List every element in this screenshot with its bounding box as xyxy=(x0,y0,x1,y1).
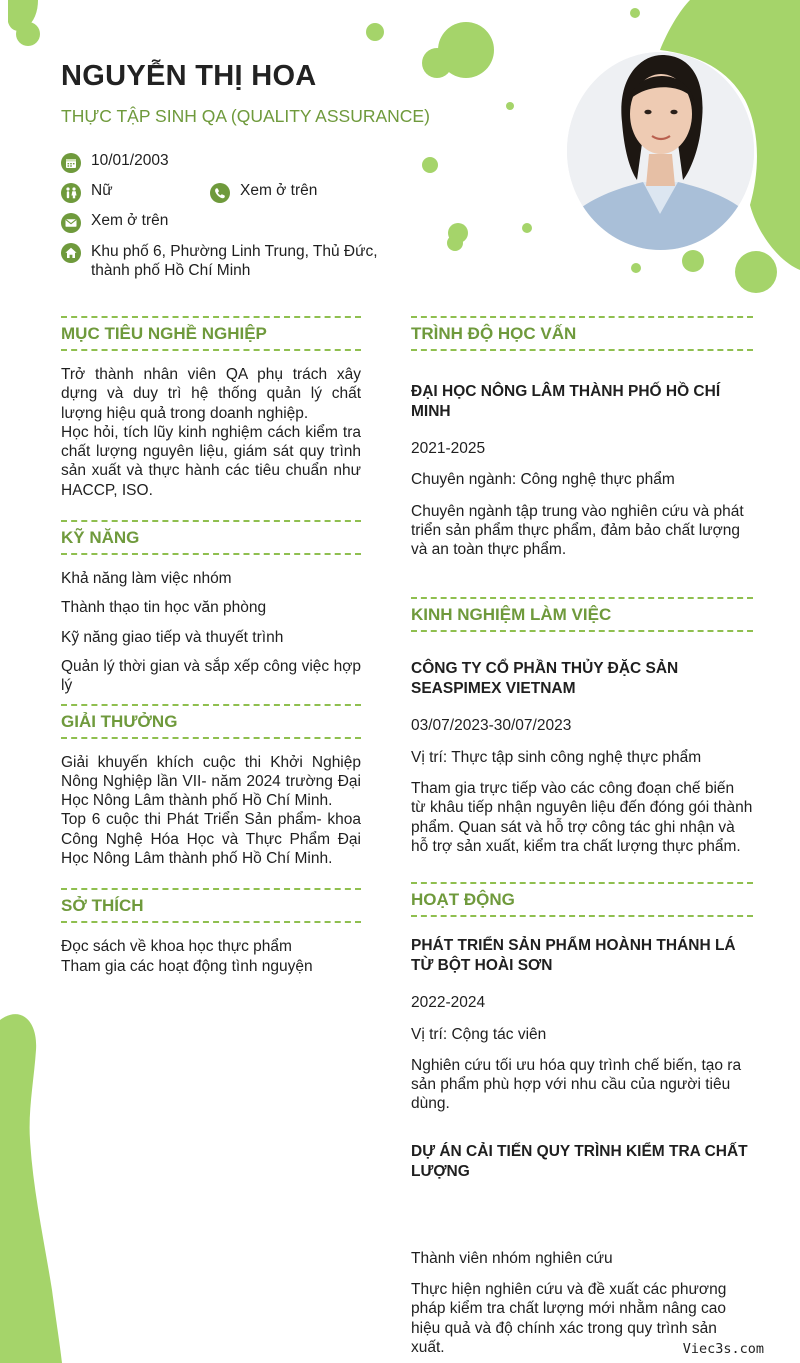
award-line: Giải khuyến khích cuộc thi Khởi Nghiệp Nông Nghiệp lần VII- năm 2024 trường Đại Học Nông Lâm thành phố Hồ Chí Minh. xyxy=(61,753,361,810)
hobbies-heading: SỞ THÍCH xyxy=(61,888,361,923)
skill-item: Quản lý thời gian và sắp xếp công việc hợp lý xyxy=(61,657,361,695)
address-value: Khu phố 6, Phường Linh Trung, Thủ Đức, thành phố Hồ Chí Minh xyxy=(91,243,378,279)
school-name: ĐẠI HỌC NÔNG LÂM THÀNH PHỐ HỒ CHÍ MINH xyxy=(411,383,721,420)
activity-name: DỰ ÁN CẢI TIẾN QUY TRÌNH KIỂM TRA CHẤT LƯỢNG xyxy=(411,1142,748,1180)
awards-section xyxy=(61,753,361,869)
info-address xyxy=(61,242,401,280)
activity-role: Vị trí: Cộng tác viên xyxy=(411,1025,547,1043)
left-column xyxy=(61,316,361,976)
info-gender xyxy=(61,182,210,203)
skills-section xyxy=(61,569,361,695)
footer-brand: Viec3s.com xyxy=(682,1341,764,1357)
hobby-line: Tham gia các hoạt động tình nguyện xyxy=(61,957,313,975)
hobby-line: Đọc sách về khoa học thực phẩm xyxy=(61,938,292,956)
hobbies-section xyxy=(61,937,361,976)
activity-description: Nghiên cứu tối ưu hóa quy trình chế biến, tạo ra sản phẩm phù hợp với nhu cầu của người tiêu dùng. xyxy=(411,1056,742,1113)
activity-item xyxy=(411,1142,753,1357)
experience-role: Vị trí: Thực tập sinh công nghệ thực phẩm xyxy=(411,748,702,766)
objective-section xyxy=(61,365,361,500)
skill-item: Kỹ năng giao tiếp và thuyết trình xyxy=(61,628,284,646)
right-column xyxy=(411,316,753,1357)
activities-heading: HOẠT ĐỘNG xyxy=(411,882,753,917)
education-description: Chuyên ngành tập trung vào nghiên cứu và phát triển sản phẩm thực phẩm, đảm bảo chất lượng và an toàn thực phẩm. xyxy=(411,502,744,559)
email-icon xyxy=(61,213,81,233)
education-major: Chuyên ngành: Công nghệ thực phẩm xyxy=(411,471,675,489)
candidate-name: NGUYỄN THỊ HOA xyxy=(61,60,317,92)
gender-value: Nữ xyxy=(91,182,113,199)
experience-period: 03/07/2023-30/07/2023 xyxy=(411,717,572,735)
education-period: 2021-2025 xyxy=(411,440,486,457)
phone-value: Xem ở trên xyxy=(240,182,318,199)
info-email xyxy=(61,212,401,242)
activity-period: 2022-2024 xyxy=(411,994,486,1012)
info-gender-phone xyxy=(61,182,401,212)
experience-heading: KINH NGHIỆM LÀM VIỆC xyxy=(411,597,753,632)
skill-item: Thành thạo tin học văn phòng xyxy=(61,599,267,617)
header xyxy=(61,58,561,128)
activity-description: Thực hiện nghiên cứu và đề xuất các phương pháp kiểm tra chất lượng mới nhằm nâng cao hiệu quả và độ chính xác trong quy trình sản xuất. xyxy=(411,1281,727,1356)
profile-photo xyxy=(567,52,754,250)
company-name: CÔNG TY CỔ PHẦN THỦY ĐẶC SẢN SEASPIMEX VIETNAM xyxy=(411,660,679,698)
objective-line: Trở thành nhân viên QA phụ trách xây dựng và duy trì hệ thống quản lý chất lượng hiệu quả trong doanh nghiệp. xyxy=(61,366,361,422)
objective-heading: MỤC TIÊU NGHỀ NGHIỆP xyxy=(61,316,361,351)
awards-heading: GIẢI THƯỞNG xyxy=(61,704,361,739)
skill-item: Khả năng làm việc nhóm xyxy=(61,570,232,588)
info-phone xyxy=(210,182,317,203)
activity-item xyxy=(411,936,753,1113)
experience-section xyxy=(411,659,753,856)
job-title: THỰC TẬP SINH QA (QUALITY ASSURANCE) xyxy=(61,106,430,126)
calendar-icon xyxy=(61,153,81,173)
info-birthday xyxy=(61,152,401,182)
activity-name: PHÁT TRIỂN SẢN PHẨM HOÀNH THÁNH LÁ TỪ BỘT HOÀI SƠN xyxy=(411,937,736,975)
email-value: Xem ở trên xyxy=(91,212,169,229)
objective-line: Học hỏi, tích lũy kinh nghiệm cách kiểm tra chất lượng nguyên liệu, giám sát quy trình sản xuất và thực hành các tiêu chuẩn như HACCP, ISO. xyxy=(61,423,361,499)
experience-description: Tham gia trực tiếp vào các công đoạn chế biến từ khâu tiếp nhận nguyên liệu đến đóng gói thành phẩm. Quan sát và hỗ trợ công tác ghi nhận và hỗ trợ sản xuất, kiểm tra chất lượng thực phẩm. xyxy=(411,780,753,855)
personal-info xyxy=(61,152,401,280)
award-line: Top 6 cuộc thi Phát Triển Sản phẩm- khoa Công Nghệ Hóa Học và Thực Phẩm Đại Học Nông Lâm thành phố Hồ Chí Minh. xyxy=(61,811,361,868)
activity-role: Thành viên nhóm nghiên cứu xyxy=(411,1249,613,1267)
activity-period xyxy=(411,1199,753,1218)
home-icon xyxy=(61,243,81,263)
skills-heading: KỸ NĂNG xyxy=(61,520,361,555)
education-section xyxy=(411,382,753,559)
gender-icon xyxy=(61,183,81,203)
portrait-illustration xyxy=(567,52,754,250)
phone-icon xyxy=(210,183,230,203)
birthday-value: 10/01/2003 xyxy=(91,152,169,169)
education-heading: TRÌNH ĐỘ HỌC VẤN xyxy=(411,316,753,351)
